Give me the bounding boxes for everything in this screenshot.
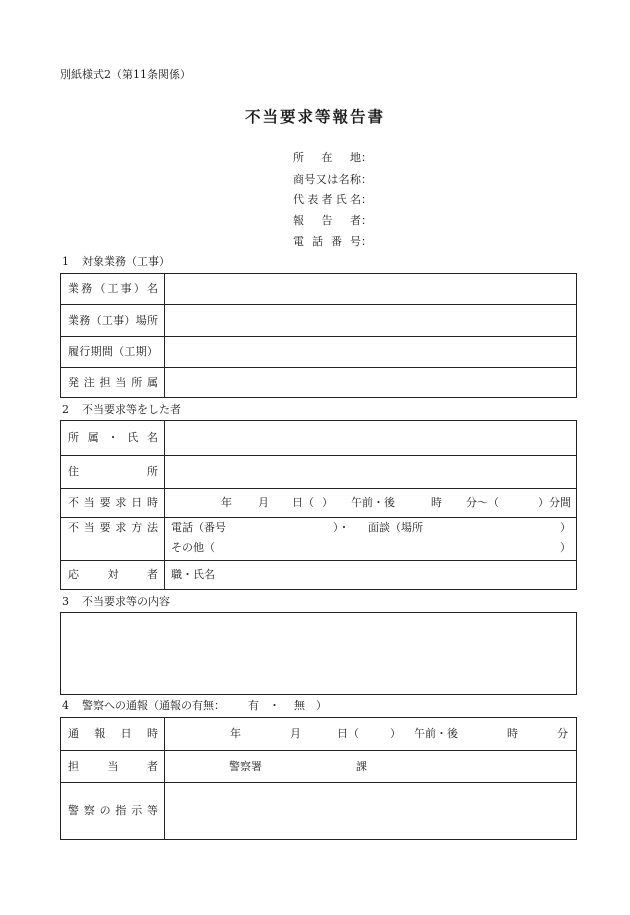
section-2-heading <box>62 403 582 417</box>
responder-label: 応対者 <box>68 568 158 581</box>
form-reference: 別紙様式2（第11条関係） <box>60 68 191 81</box>
work-name-label: 業務（工事）名 <box>68 282 158 295</box>
table-row <box>61 274 576 304</box>
phone-label: 電話番号 <box>293 235 361 248</box>
colon: ： <box>361 151 372 164</box>
address-row-label: 住所 <box>68 465 158 478</box>
reporter-phone-line <box>293 235 372 249</box>
reporter-company-line <box>293 173 372 187</box>
row-label-cell <box>61 783 165 839</box>
position-name-marker: 職・氏名 <box>171 568 215 581</box>
colon: ： <box>361 193 372 206</box>
address-label: 所在地 <box>293 151 361 164</box>
work-period-value <box>165 337 576 367</box>
demand-datetime-value <box>165 489 576 517</box>
table-row <box>61 782 576 839</box>
table-row <box>61 455 576 488</box>
colon: ： <box>361 235 372 248</box>
other-method-marker: その他（ <box>171 541 215 554</box>
meeting-close-paren: ） <box>560 521 571 534</box>
reporter-representative-line <box>293 193 372 207</box>
reporter-address-line <box>293 151 372 165</box>
target-work-table <box>60 273 577 398</box>
address-value <box>165 456 576 488</box>
table-row <box>61 750 576 782</box>
row-label-cell <box>61 274 165 304</box>
colon: ： <box>361 214 372 227</box>
row-label-cell <box>61 751 165 782</box>
police-instructions-value <box>165 783 576 839</box>
colon: ： <box>361 173 372 186</box>
minute-marker: 分 <box>557 727 568 740</box>
demand-content-box <box>60 612 577 695</box>
police-station-marker: 警察署 <box>229 759 262 773</box>
section-1-heading <box>62 255 582 269</box>
demand-method-value <box>165 518 576 560</box>
officer-label: 担当者 <box>68 759 158 773</box>
affiliation-name-label: 所属・氏名 <box>68 431 158 444</box>
police-instructions-label: 警察の指示等 <box>68 804 158 817</box>
work-name-value <box>165 274 576 304</box>
company-name-label: 商号又は名称 <box>293 173 361 186</box>
division-marker: 課 <box>356 759 367 773</box>
row-label-cell <box>61 421 165 455</box>
year-marker: 年 <box>230 727 241 740</box>
day-marker: 日（ <box>337 727 359 740</box>
table-row <box>61 718 576 750</box>
row-label-cell <box>61 368 165 397</box>
section-3-heading <box>62 595 582 609</box>
section-number: 4 <box>62 699 69 712</box>
table-row <box>61 367 576 397</box>
row-label-cell <box>61 337 165 367</box>
demand-method-label: 不当要求方法 <box>68 521 158 534</box>
representative-label: 代表者氏名 <box>293 193 361 206</box>
row-label-cell <box>61 518 165 560</box>
section-number: 2 <box>62 403 69 416</box>
section-number: 3 <box>62 595 69 608</box>
phone-number-marker: 電話（番号 <box>171 521 226 534</box>
option-separator: ・ <box>269 699 280 712</box>
ordering-department-value <box>165 368 576 397</box>
demanding-party-table <box>60 420 577 590</box>
section-title: 対象業務（工事） <box>82 255 170 268</box>
police-report-table <box>60 717 577 840</box>
weekday-close-paren: ） <box>390 727 401 740</box>
am-pm-marker: 午前・後 <box>351 496 395 509</box>
row-label-cell <box>61 561 165 589</box>
report-datetime-value <box>165 718 576 750</box>
demand-datetime-label: 不当要求日時 <box>68 496 158 509</box>
work-location-value <box>165 305 576 336</box>
duration-marker: ）分間 <box>538 496 571 509</box>
table-row <box>61 517 576 560</box>
section-title: 警察への通報（通報の有無： <box>82 699 225 712</box>
officer-value <box>165 751 576 782</box>
meeting-place-marker: 面談（場所 <box>368 521 423 534</box>
table-row <box>61 304 576 336</box>
table-row <box>61 336 576 367</box>
close-paren: ） <box>316 699 327 712</box>
reporter-label: 報告者 <box>293 214 361 227</box>
table-row <box>61 560 576 589</box>
other-close-paren: ） <box>560 541 571 554</box>
am-pm-marker: 午前・後 <box>414 727 458 740</box>
year-marker: 年 <box>221 496 232 509</box>
phone-close-separator: ）・ <box>333 521 350 534</box>
affiliation-name-value <box>165 421 576 455</box>
section-title: 不当要求等の内容 <box>82 595 170 608</box>
work-location-label: 業務（工事）場所 <box>68 313 158 327</box>
row-label-cell <box>61 305 165 336</box>
option-yes: 有 <box>248 699 259 712</box>
document-title: 不当要求等報告書 <box>244 107 385 126</box>
month-marker: 月 <box>290 727 301 740</box>
table-row <box>61 421 576 455</box>
section-4-heading <box>62 699 582 713</box>
hour-marker: 時 <box>507 727 518 740</box>
section-number: 1 <box>62 255 69 268</box>
reporter-person-line <box>293 214 372 228</box>
month-marker: 月 <box>258 496 269 509</box>
work-period-label: 履行期間（工期） <box>68 345 158 358</box>
row-label-cell <box>61 489 165 517</box>
table-row <box>61 488 576 517</box>
day-marker: 日（ <box>292 496 314 509</box>
option-no: 無 <box>294 699 305 712</box>
responder-value <box>165 561 576 589</box>
minute-marker: 分～（ <box>466 496 499 509</box>
report-datetime-label: 通報日時 <box>68 727 158 740</box>
weekday-close-paren: ） <box>322 496 333 509</box>
row-label-cell <box>61 718 165 750</box>
section-title: 不当要求等をした者 <box>82 403 181 416</box>
hour-marker: 時 <box>431 496 442 509</box>
ordering-department-label: 発注担当所属 <box>68 375 158 389</box>
row-label-cell <box>61 456 165 488</box>
